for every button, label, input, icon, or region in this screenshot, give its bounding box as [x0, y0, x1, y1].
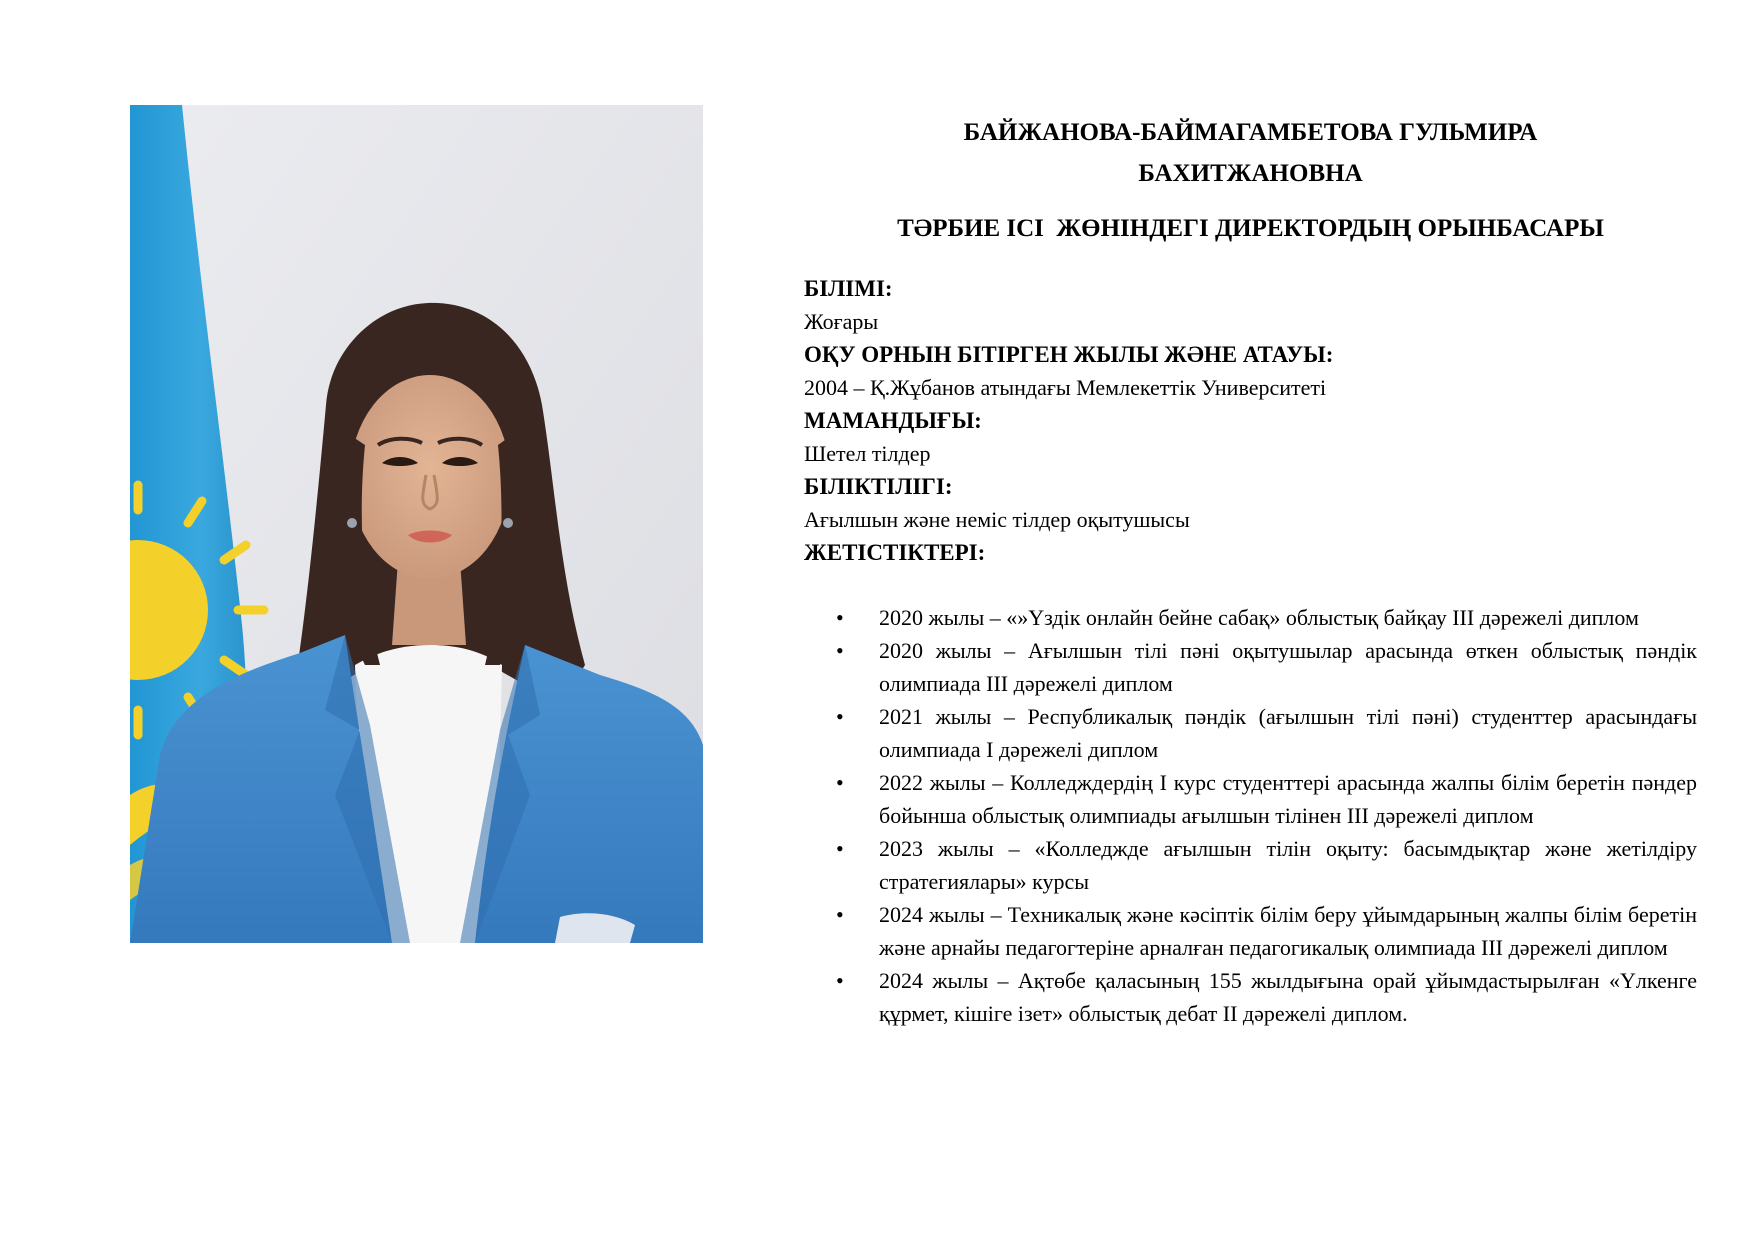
bullet-icon: • — [836, 605, 844, 630]
qualification-value: Ағылшын және неміс тілдер оқытушысы — [804, 507, 1190, 532]
specialty-value: Шетел тілдер — [804, 441, 931, 466]
person-name-line1: БАЙЖАНОВА-БАЙМАГАМБЕТОВА ГУЛЬМИРА — [963, 119, 1538, 146]
bullet-icon: • — [836, 770, 844, 795]
achievements-list — [804, 601, 1697, 1030]
graduation-label: ОҚУ ОРНЫН БІТІРГЕН ЖЫЛЫ ЖӘНЕ АТАУЫ: — [804, 342, 1334, 367]
list-item — [804, 898, 1697, 964]
person-position: ТӘРБИЕ ІСІ ЖӨНІНДЕГІ ДИРЕКТОРДЫҢ ОРЫНБАСАРЫ — [897, 215, 1604, 242]
achievement-text: 2023 жылы – «Колледжде ағылшын тілін оқыту: басымдықтар және жетілдіру стратегиялары» курсы — [879, 836, 1697, 894]
list-item — [804, 700, 1697, 766]
bullet-icon: • — [836, 902, 844, 927]
achievement-text: 2020 жылы – Ағылшын тілі пәні оқытушылар арасында өткен облыстық пәндік олимпиада ІІІ дәрежелі диплом — [879, 638, 1697, 696]
achievement-text: 2020 жылы – «»Үздік онлайн бейне сабақ» облыстық байқау ІІІ дәрежелі диплом — [879, 605, 1639, 630]
bullet-icon: • — [836, 638, 844, 663]
specialty-label: МАМАНДЫҒЫ: — [804, 408, 982, 433]
person-name-line2: БАХИТЖАНОВНА — [1138, 160, 1363, 187]
list-item — [804, 832, 1697, 898]
list-item — [804, 601, 1697, 634]
qualification-label: БІЛІКТІЛІГІ: — [804, 474, 953, 499]
achievement-text: 2024 жылы – Ақтөбе қаласының 155 жылдығына орай ұйымдастырылған «Үлкенге құрмет, кішіге ізет» облыстық дебат ІІ дәрежелі диплом. — [879, 968, 1697, 1026]
bullet-icon: • — [836, 968, 844, 993]
list-item — [804, 766, 1697, 832]
achievement-text: 2021 жылы – Республикалық пәндік (ағылшын тілі пәні) студенттер арасындағы олимпиада І дәрежелі диплом — [879, 704, 1697, 762]
graduation-value: 2004 – Қ.Жұбанов атындағы Мемлекеттік Университеті — [804, 375, 1327, 400]
list-item — [804, 634, 1697, 700]
bullet-icon: • — [836, 836, 844, 861]
achievement-text: 2022 жылы – Колледждердің І курс студенттері арасында жалпы білім беретін пәндер бойынша облыстық олимпиады ағылшын тілінен ІІІ дәрежелі диплом — [879, 770, 1697, 828]
achievement-text: 2024 жылы – Техникалық және кәсіптік білім беру ұйымдарының жалпы білім беретін және арнайы педагогтеріне арналған педагогикалық олимпиада ІІІ дәрежелі диплом — [879, 902, 1697, 960]
profile-content — [804, 112, 1697, 1030]
education-value: Жоғары — [804, 309, 879, 334]
portrait-photo — [130, 105, 703, 943]
education-label: БІЛІМІ: — [804, 276, 893, 301]
achievements-label: ЖЕТІСТІКТЕРІ: — [804, 540, 986, 565]
list-item — [804, 964, 1697, 1030]
bullet-icon: • — [836, 704, 844, 729]
